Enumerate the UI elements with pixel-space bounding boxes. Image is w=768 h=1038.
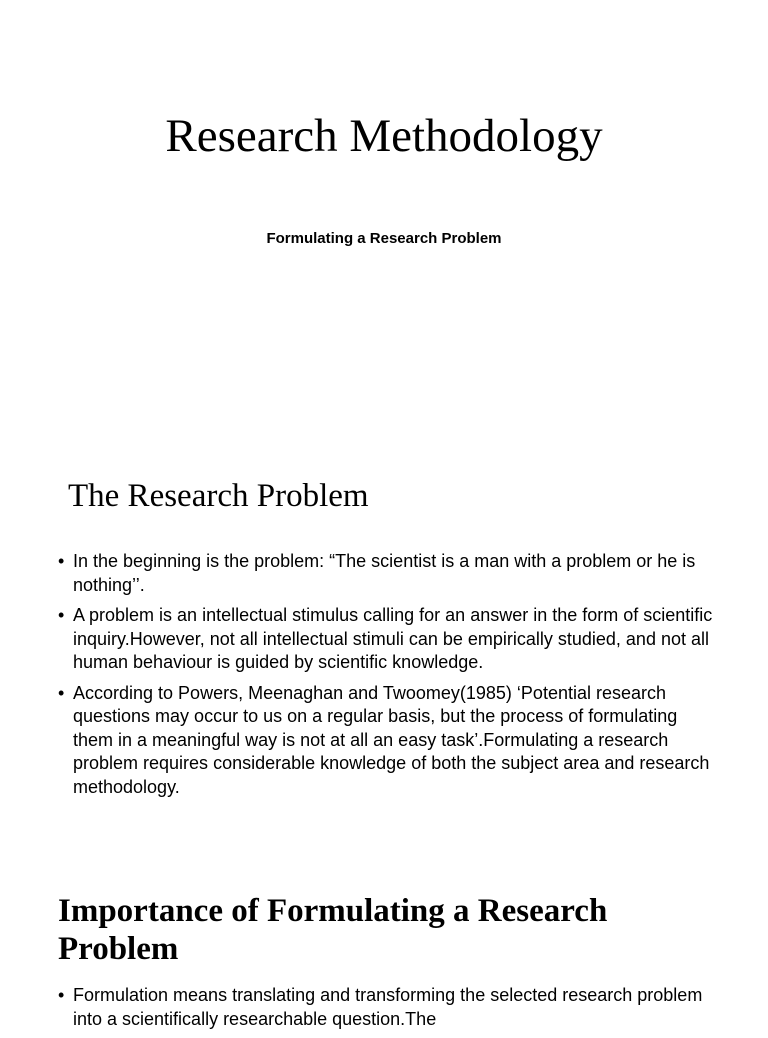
slide-title-heading: Research Methodology <box>165 110 603 162</box>
slide-subtitle: Formulating a Research Problem <box>266 230 502 247</box>
bullet-list <box>58 550 718 806</box>
bullet-text: In the beginning is the problem: “The scientist is a man with a problem or he is nothing’’. <box>73 551 696 595</box>
slide-heading: Importance of Formulating a Research Problem <box>58 893 608 967</box>
bullet-icon: • <box>58 985 65 1005</box>
slide-importance <box>0 862 768 1029</box>
bullet-list <box>58 984 718 1038</box>
slide-heading: The Research Problem <box>68 478 369 514</box>
bullet-text: A problem is an intellectual stimulus calling for an answer in the form of scientific inquiry.However, not all intellectual stimuli can be empirically studied, and not all human behaviour is guided by scientific knowledge. <box>73 605 713 672</box>
bullet-item <box>58 604 718 675</box>
bullet-item <box>58 550 718 597</box>
slide-research-problem <box>0 430 768 862</box>
bullet-text: According to Powers, Meenaghan and Twoomey(1985) ‘Potential research questions may occur to us on a regular basis, but the process of formulating them in a meaningful way is not at all an easy task’.Formulating a research problem requires considerable knowledge of both the subject area and research methodology. <box>73 682 710 797</box>
slide-title <box>0 0 768 430</box>
bullet-icon: • <box>58 551 65 571</box>
bullet-item <box>58 682 718 800</box>
bullet-icon: • <box>58 682 65 703</box>
bullet-text: Formulation means translating and transforming the selected research problem into a scientifically researchable question.The <box>73 985 703 1029</box>
bullet-icon: • <box>58 605 65 625</box>
